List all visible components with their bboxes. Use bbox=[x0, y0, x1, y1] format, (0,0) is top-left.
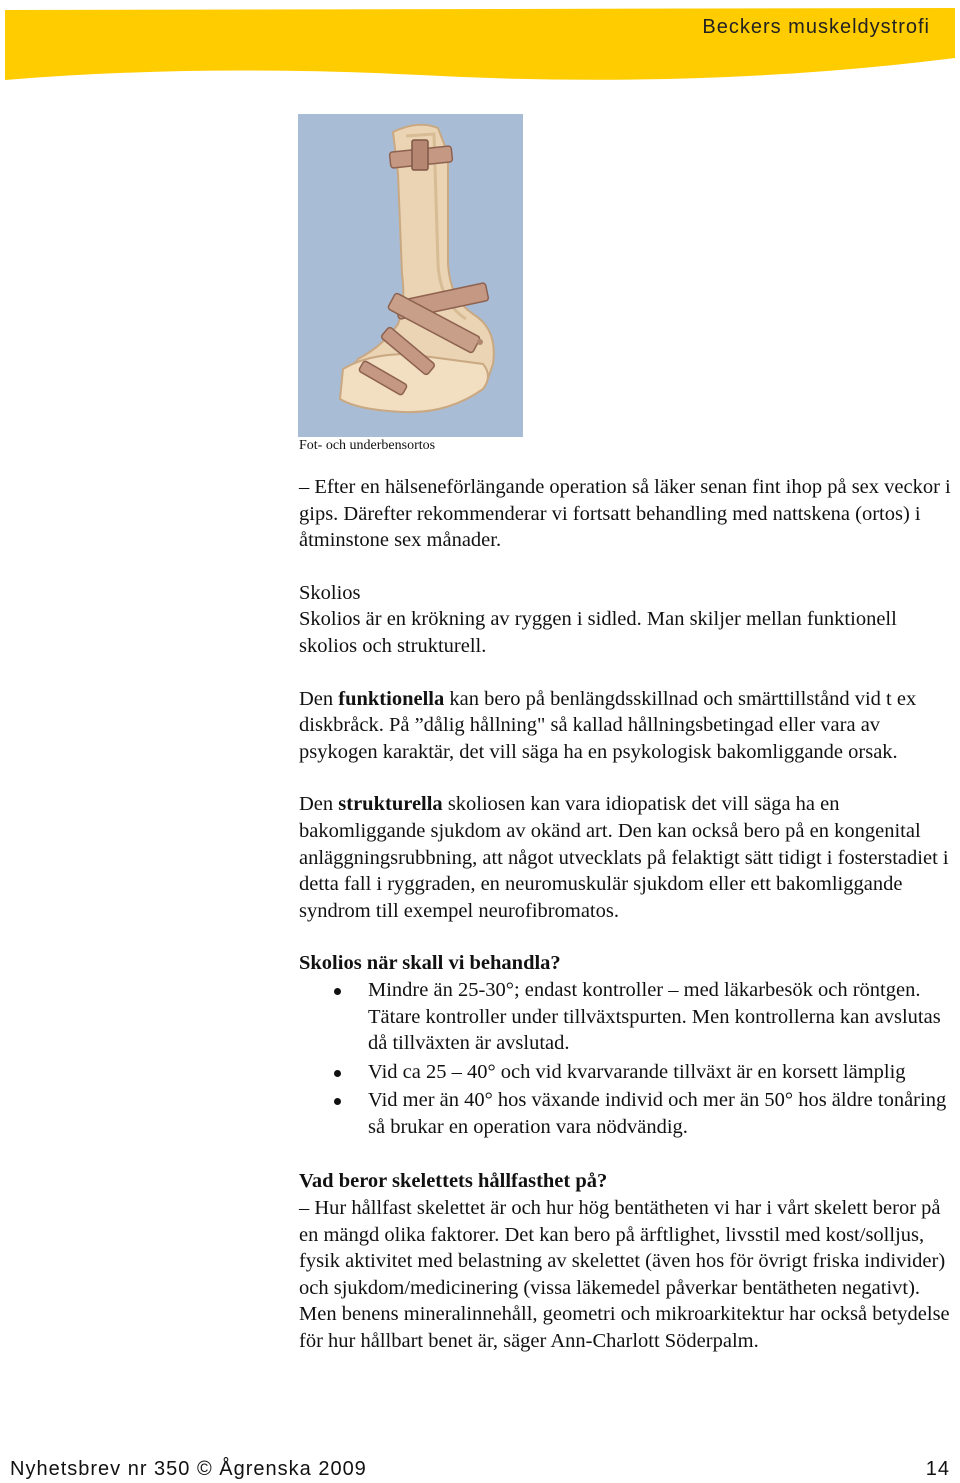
strukturella-term: strukturella bbox=[338, 793, 443, 816]
bullet-icon bbox=[334, 988, 341, 995]
article-body bbox=[299, 474, 954, 1355]
header-band bbox=[0, 0, 960, 90]
figure-caption: Fot- och underbensortos bbox=[299, 438, 436, 453]
strukturella-paragraph: Den strukturella skoliosen kan vara idiopatisk det vill säga ha en bakomliggande sjukdom av okänd art. Den kan också bero på en kongenital anläggningsrubbning, att något utvecklats på felaktigt sätt tidigt i fosterstadiet i detta fall i ryggraden, en neuromuskulär sjukdom eller ett bakomliggande syndrom till exempel neurofibromatos. bbox=[299, 793, 949, 922]
footer-publication: Nyhetsbrev nr 350 © Ågrenska 2009 bbox=[10, 1458, 367, 1480]
header-title: Beckers muskeldystrofi bbox=[702, 16, 930, 38]
list-item: Vid mer än 40° hos växande individ och mer än 50° hos äldre tonåring så brukar en operation vara nödvändig. bbox=[299, 1087, 954, 1140]
hallfasthet-paragraph: – Hur hållfast skelettet är och hur hög bentätheten vi har i vårt skelett beror på en mängd olika faktorer. Det kan bero på ärftlighet, livsstil med kost/solljus, fysik aktivitet med belastning av skelettet (även hos för övrigt friska individer) och sjukdom/medicinering (vissa läkemedel påverkar bentätheten negativt). Men benens mineralinnehåll, geometri och mikroarkitektur har också betydelse för hur hållbart benet är, säger Ann-Charlott Söderpalm. bbox=[299, 1197, 950, 1353]
page-footer bbox=[10, 1458, 950, 1481]
hallfasthet-heading: Vad beror skelettets hållfasthet på? bbox=[299, 1170, 608, 1193]
behandla-heading: Skolios när skall vi behandla? bbox=[299, 952, 561, 975]
list-item: Mindre än 25-30°; endast kontroller – med läkarbesök och röntgen. Tätare kontroller under tillväxtspurten. Men kontrollerna kan avslutas då tillväxten är avslutad. bbox=[299, 977, 954, 1057]
bullet-icon bbox=[334, 1098, 341, 1105]
funktionella-paragraph: Den funktionella kan bero på benlängdsskillnad och smärttillstånd vid t ex diskbråck. På ”dålig hållning" så kallad hållningsbetingad eller vara av psykogen karaktär, det vill säga ha en psykologisk bakomliggande orsak. bbox=[299, 687, 917, 763]
funktionella-term: funktionella bbox=[338, 687, 445, 710]
skolios-heading: Skolios bbox=[299, 581, 361, 604]
bullet-icon bbox=[334, 1070, 341, 1077]
list-item: Vid ca 25 – 40° och vid kvarvarande tillväxt är en korsett lämplig bbox=[299, 1059, 954, 1086]
behandla-list bbox=[299, 977, 954, 1141]
orthosis-photo bbox=[298, 114, 523, 437]
page-number: 14 bbox=[925, 1458, 950, 1480]
skolios-paragraph: Skolios är en krökning av ryggen i sidled. Man skiljer mellan funktionell skolios och strukturell. bbox=[299, 608, 897, 657]
intro-paragraph: – Efter en hälseneförlängande operation så läker senan fint ihop på sex veckor i gips. Därefter rekommenderar vi fortsatt behandling med nattskena (ortos) i åtminstone sex månader. bbox=[299, 476, 951, 552]
